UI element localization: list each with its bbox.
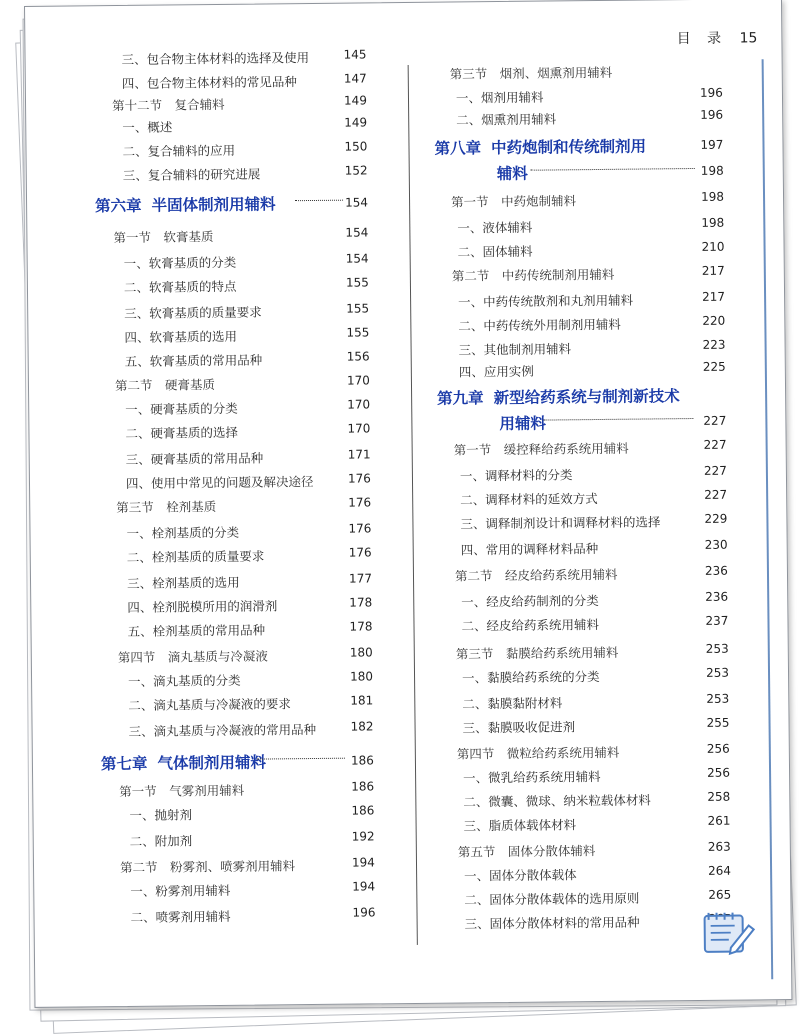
item-title: 二、微囊、微球、纳米粒载体材料 [463,792,651,810]
item-title: 三、滴丸基质与冷凝液的常用品种 [128,721,317,739]
toc-section-row [418,839,790,860]
page-number: 256 [706,765,731,780]
item-title: 二、复合辅料的应用 [122,142,236,159]
section-title: 第一节 气雾剂用辅料 [119,782,245,800]
item-title: 三、其他制剂用辅料 [458,341,572,358]
item-title: 四、使用中常见的问题及解决途径 [125,473,314,491]
page-number: 196 [699,85,723,100]
page-number: 265 [708,887,732,902]
page-number: 253 [705,641,729,656]
section-title: 第二节 经皮给药系统用辅料 [454,566,618,584]
toc-item-row [412,239,784,260]
toc-item-row [31,595,411,615]
toc-chapter-row [33,749,413,774]
toc-item-row [410,107,782,128]
page-number: 264 [708,863,732,878]
page-header [677,27,758,48]
item-title: 五、栓剂基质的常用品种 [127,622,266,639]
toc-page [24,0,792,1008]
toc-item-row [30,447,410,467]
section-title: 第一节 中药炮制辅料 [450,193,577,210]
toc-chapter-row [27,191,407,216]
toc-item-row [410,85,782,106]
item-title: 一、硬膏基质的分类 [125,400,238,417]
page-number: 255 [706,715,730,730]
toc-item-row [32,693,412,713]
column-divider [408,65,418,945]
item-title: 二、栓剂基质的质量要求 [126,548,265,565]
toc-section-row [414,437,786,458]
toc-section-row [410,61,782,82]
toc-item-row [29,421,409,441]
page-number: 196 [352,905,376,920]
page-number: 198 [700,163,724,178]
toc-item-row [30,521,410,541]
toc-item-row [30,471,410,491]
item-title: 三、黏膜吸收促进剂 [462,719,576,736]
chapter-name-continued: 用辅料 [499,414,547,434]
item-title: 二、硬膏基质的选择 [125,424,239,441]
toc-item-row [413,359,785,380]
page-number: 253 [705,665,729,680]
toc-item-row [26,115,406,135]
item-title: 二、软膏基质的特点 [123,278,237,295]
toc-item-row [414,487,786,508]
item-title: 三、复合辅料的研究进展 [122,166,261,183]
section-title: 第一节 缓控释给药系统用辅料 [453,440,629,458]
section-title: 第二节 硬膏基质 [114,377,216,394]
page-number: 261 [707,813,731,828]
chapter-name-continued: 辅料 [496,164,528,184]
toc-item-row [34,879,414,899]
toc-item-row [418,813,790,834]
chapter-title [434,134,646,158]
chapter-title [101,751,266,775]
page-number: 178 [349,595,373,610]
item-title: 一、中药传统散剂和丸剂用辅料 [458,292,634,310]
item-title: 三、栓剂基质的选用 [126,574,240,591]
item-title: 一、粉雾剂用辅料 [130,882,231,899]
notepad-pen-icon [700,907,757,960]
toc-section-row [26,93,406,114]
page-number: 154 [345,251,369,266]
toc-item-row [34,829,414,849]
toc-item-row [33,803,413,823]
page-number: 170 [346,373,370,388]
chapter-number: 第六章 [95,196,142,216]
toc-item-row [417,765,789,786]
page-number: 171 [347,447,371,462]
page-number: 225 [702,359,726,374]
chapter-name: 中药炮制和传统制剂用 [490,137,647,158]
toc-item-row [418,887,790,908]
toc-item-row [416,691,788,712]
toc-item-row [31,571,411,591]
toc-item-row [415,613,787,634]
item-title: 二、经皮给药系统用辅料 [461,617,600,634]
page-number: 156 [346,349,370,364]
item-title: 四、栓剂脱模所用的润滑剂 [127,598,278,615]
toc-item-row [34,905,414,925]
toc-item-row [31,619,411,639]
toc-item-row [25,47,405,67]
toc-chapter-row [410,133,782,158]
toc-item-row [413,337,785,358]
item-title: 二、固体分散体载体的选用原则 [464,890,640,908]
toc-section-row [34,855,414,876]
page-number: 180 [349,669,374,684]
toc-item-row [29,397,409,417]
page-number: 194 [352,879,376,894]
toc-item-row [416,715,788,736]
item-title: 一、微乳给药系统用辅料 [463,769,601,786]
page-number: 176 [348,495,372,510]
toc-item-row [411,215,783,236]
item-title: 三、包合物主体材料的选择及使用 [121,50,310,67]
toc-item-row [412,289,784,310]
page-number: 176 [348,521,372,536]
toc-section-row [411,189,783,210]
page-number: 217 [702,289,726,304]
toc-section-row [29,373,409,394]
page-number: 194 [351,855,375,870]
page-number: 181 [350,693,374,708]
section-title: 第一节 软膏基质 [113,229,214,246]
page-number: 223 [702,337,726,352]
page-number: 186 [351,803,375,818]
item-title: 一、调释材料的分类 [459,467,573,484]
item-title: 一、液体辅料 [457,219,533,236]
page-number: 230 [704,537,728,552]
page-number: 227 [703,437,727,452]
toc-item-row [28,275,408,295]
toc-item-row [416,665,788,686]
toc-section-row [33,779,413,800]
page-number: 186 [350,753,374,768]
item-title: 一、概述 [122,119,173,135]
page-number: 198 [700,189,725,204]
item-title: 四、包合物主体材料的常见品种 [121,74,297,91]
item-title: 三、固体分散体材料的常用品种 [464,914,640,932]
toc-section-row [415,563,787,584]
page-number: 197 [700,137,724,152]
chapter-number: 第九章 [437,389,484,408]
toc-section-row [412,263,784,284]
toc-item-row [414,463,786,484]
item-title: 一、栓剂基质的分类 [126,524,240,541]
item-title: 三、硬膏基质的常用品种 [125,450,264,467]
toc-item-row [31,545,411,565]
header-label: 目 录 [676,30,728,48]
page-number: 198 [701,215,725,230]
item-title: 一、黏膜给药系统的分类 [461,669,600,686]
toc-item-row [418,863,790,884]
page-number: 154 [345,195,369,210]
item-title: 五、软膏基质的常用品种 [124,352,263,369]
item-title: 二、黏膜黏附材料 [462,695,563,712]
page-number: 149 [343,93,367,108]
page-number: 154 [345,225,369,240]
chapter-title [95,192,276,216]
toc-item-row [28,301,408,321]
toc-section-row [30,495,410,516]
toc-section-row [32,645,412,666]
item-title: 一、烟剂用辅料 [455,89,544,106]
toc-item-row [417,789,789,810]
item-title: 二、中药传统外用制剂用辅料 [458,316,621,334]
page-number: 147 [343,71,367,86]
toc-item-row [33,719,413,739]
leader-dots [531,168,695,171]
section-title: 第二节 粉雾剂、喷雾剂用辅料 [119,858,296,876]
toc-item-row [32,669,412,689]
page-number: 170 [347,421,371,436]
page-number: 192 [351,829,375,844]
item-title: 一、经皮给药制剂的分类 [461,593,599,610]
page-edge-accent [762,59,774,979]
page-number: 256 [706,741,730,756]
toc-chapter-row-continued [411,159,783,184]
toc-item-row [26,71,406,91]
toc-item-row [415,589,787,610]
page-number: 155 [346,301,370,316]
section-title: 第三节 黏膜给药系统用辅料 [455,644,619,662]
page-number: 176 [348,545,372,560]
page-number: 182 [350,719,374,734]
section-title: 第三节 栓剂基质 [116,499,217,516]
page-number: 186 [351,779,375,794]
item-title: 三、脂质体载体材料 [463,817,577,834]
item-title: 一、滴丸基质的分类 [128,672,241,689]
page-number: 229 [704,511,728,526]
item-title: 三、调释制剂设计和调释材料的选择 [460,514,661,532]
page-number: 236 [705,589,729,604]
page-number: 180 [349,645,373,660]
chapter-number: 第七章 [100,754,148,774]
item-title: 一、软膏基质的分类 [123,254,237,271]
page-number: 236 [704,563,728,578]
leader-dots [543,418,693,421]
toc-item-row [415,537,787,558]
item-title: 二、烟熏剂用辅料 [456,111,557,128]
page-number: 155 [346,325,370,340]
item-title: 二、滴丸基质与冷凝液的要求 [128,696,291,713]
item-title: 三、软膏基质的质量要求 [124,304,262,321]
item-title: 一、抛射剂 [129,807,193,823]
toc-chapter-row [413,383,785,408]
toc-item-row [28,251,408,271]
item-title: 二、附加剂 [129,833,193,849]
page-number: 227 [703,463,727,478]
toc-item-row [26,139,406,159]
item-title: 一、固体分散体载体 [464,867,577,884]
page-number: 149 [344,115,368,130]
item-title: 二、调释材料的延效方式 [460,491,598,508]
section-title: 第二节 中药传统制剂用辅料 [451,266,615,284]
toc-left-column [25,3,405,925]
toc-item-row [28,325,408,345]
toc-item-row [27,163,407,183]
item-title: 二、喷雾剂用辅料 [130,908,231,925]
page-number: 237 [705,613,729,628]
page-number: 177 [348,571,372,586]
toc-section-row [417,741,789,762]
page-number: 152 [344,163,368,178]
toc-section-row [416,641,788,662]
chapter-name: 半固体制剂用辅料 [151,195,276,215]
leader-dots [257,758,345,760]
item-title: 二、固体辅料 [457,243,533,260]
page-number: 217 [701,263,725,278]
chapter-name: 气体制剂用辅料 [157,753,267,773]
toc-section-row [27,225,407,246]
toc-item-row [29,349,409,369]
page-number: 170 [347,397,371,412]
page-number: 220 [702,313,726,328]
page-number: 145 [343,47,367,62]
section-title: 第五节 固体分散体辅料 [457,843,596,860]
toc-item-row [412,313,784,334]
chapter-number: 第八章 [434,139,482,158]
header-page-number: 15 [739,30,758,47]
section-title: 第十二节 复合辅料 [111,96,225,114]
page-number: 210 [701,239,725,254]
page-number: 227 [703,413,727,428]
chapter-name: 新型给药系统与制剂新技术 [493,387,680,408]
page-number: 263 [707,839,731,854]
item-title: 四、应用实例 [458,363,534,380]
leader-dots [295,200,343,202]
item-title: 四、软膏基质的选用 [124,328,238,345]
toc-chapter-row-continued [413,409,785,434]
page-number: 178 [349,619,373,634]
page-number: 155 [345,275,369,290]
section-title: 第三节 烟剂、烟熏剂用辅料 [449,64,613,82]
item-title: 四、常用的调释材料品种 [460,541,599,558]
toc-item-row [414,511,786,532]
page-number: 253 [706,691,730,706]
chapter-title [437,384,680,409]
section-title: 第四节 滴丸基质与冷凝液 [117,648,268,666]
section-title: 第四节 微粒给药系统用辅料 [456,744,620,762]
page-number: 150 [344,139,368,154]
page-number: 196 [700,107,724,122]
page-number: 176 [347,471,371,486]
page-number: 258 [707,789,731,804]
page-number: 227 [704,487,728,502]
